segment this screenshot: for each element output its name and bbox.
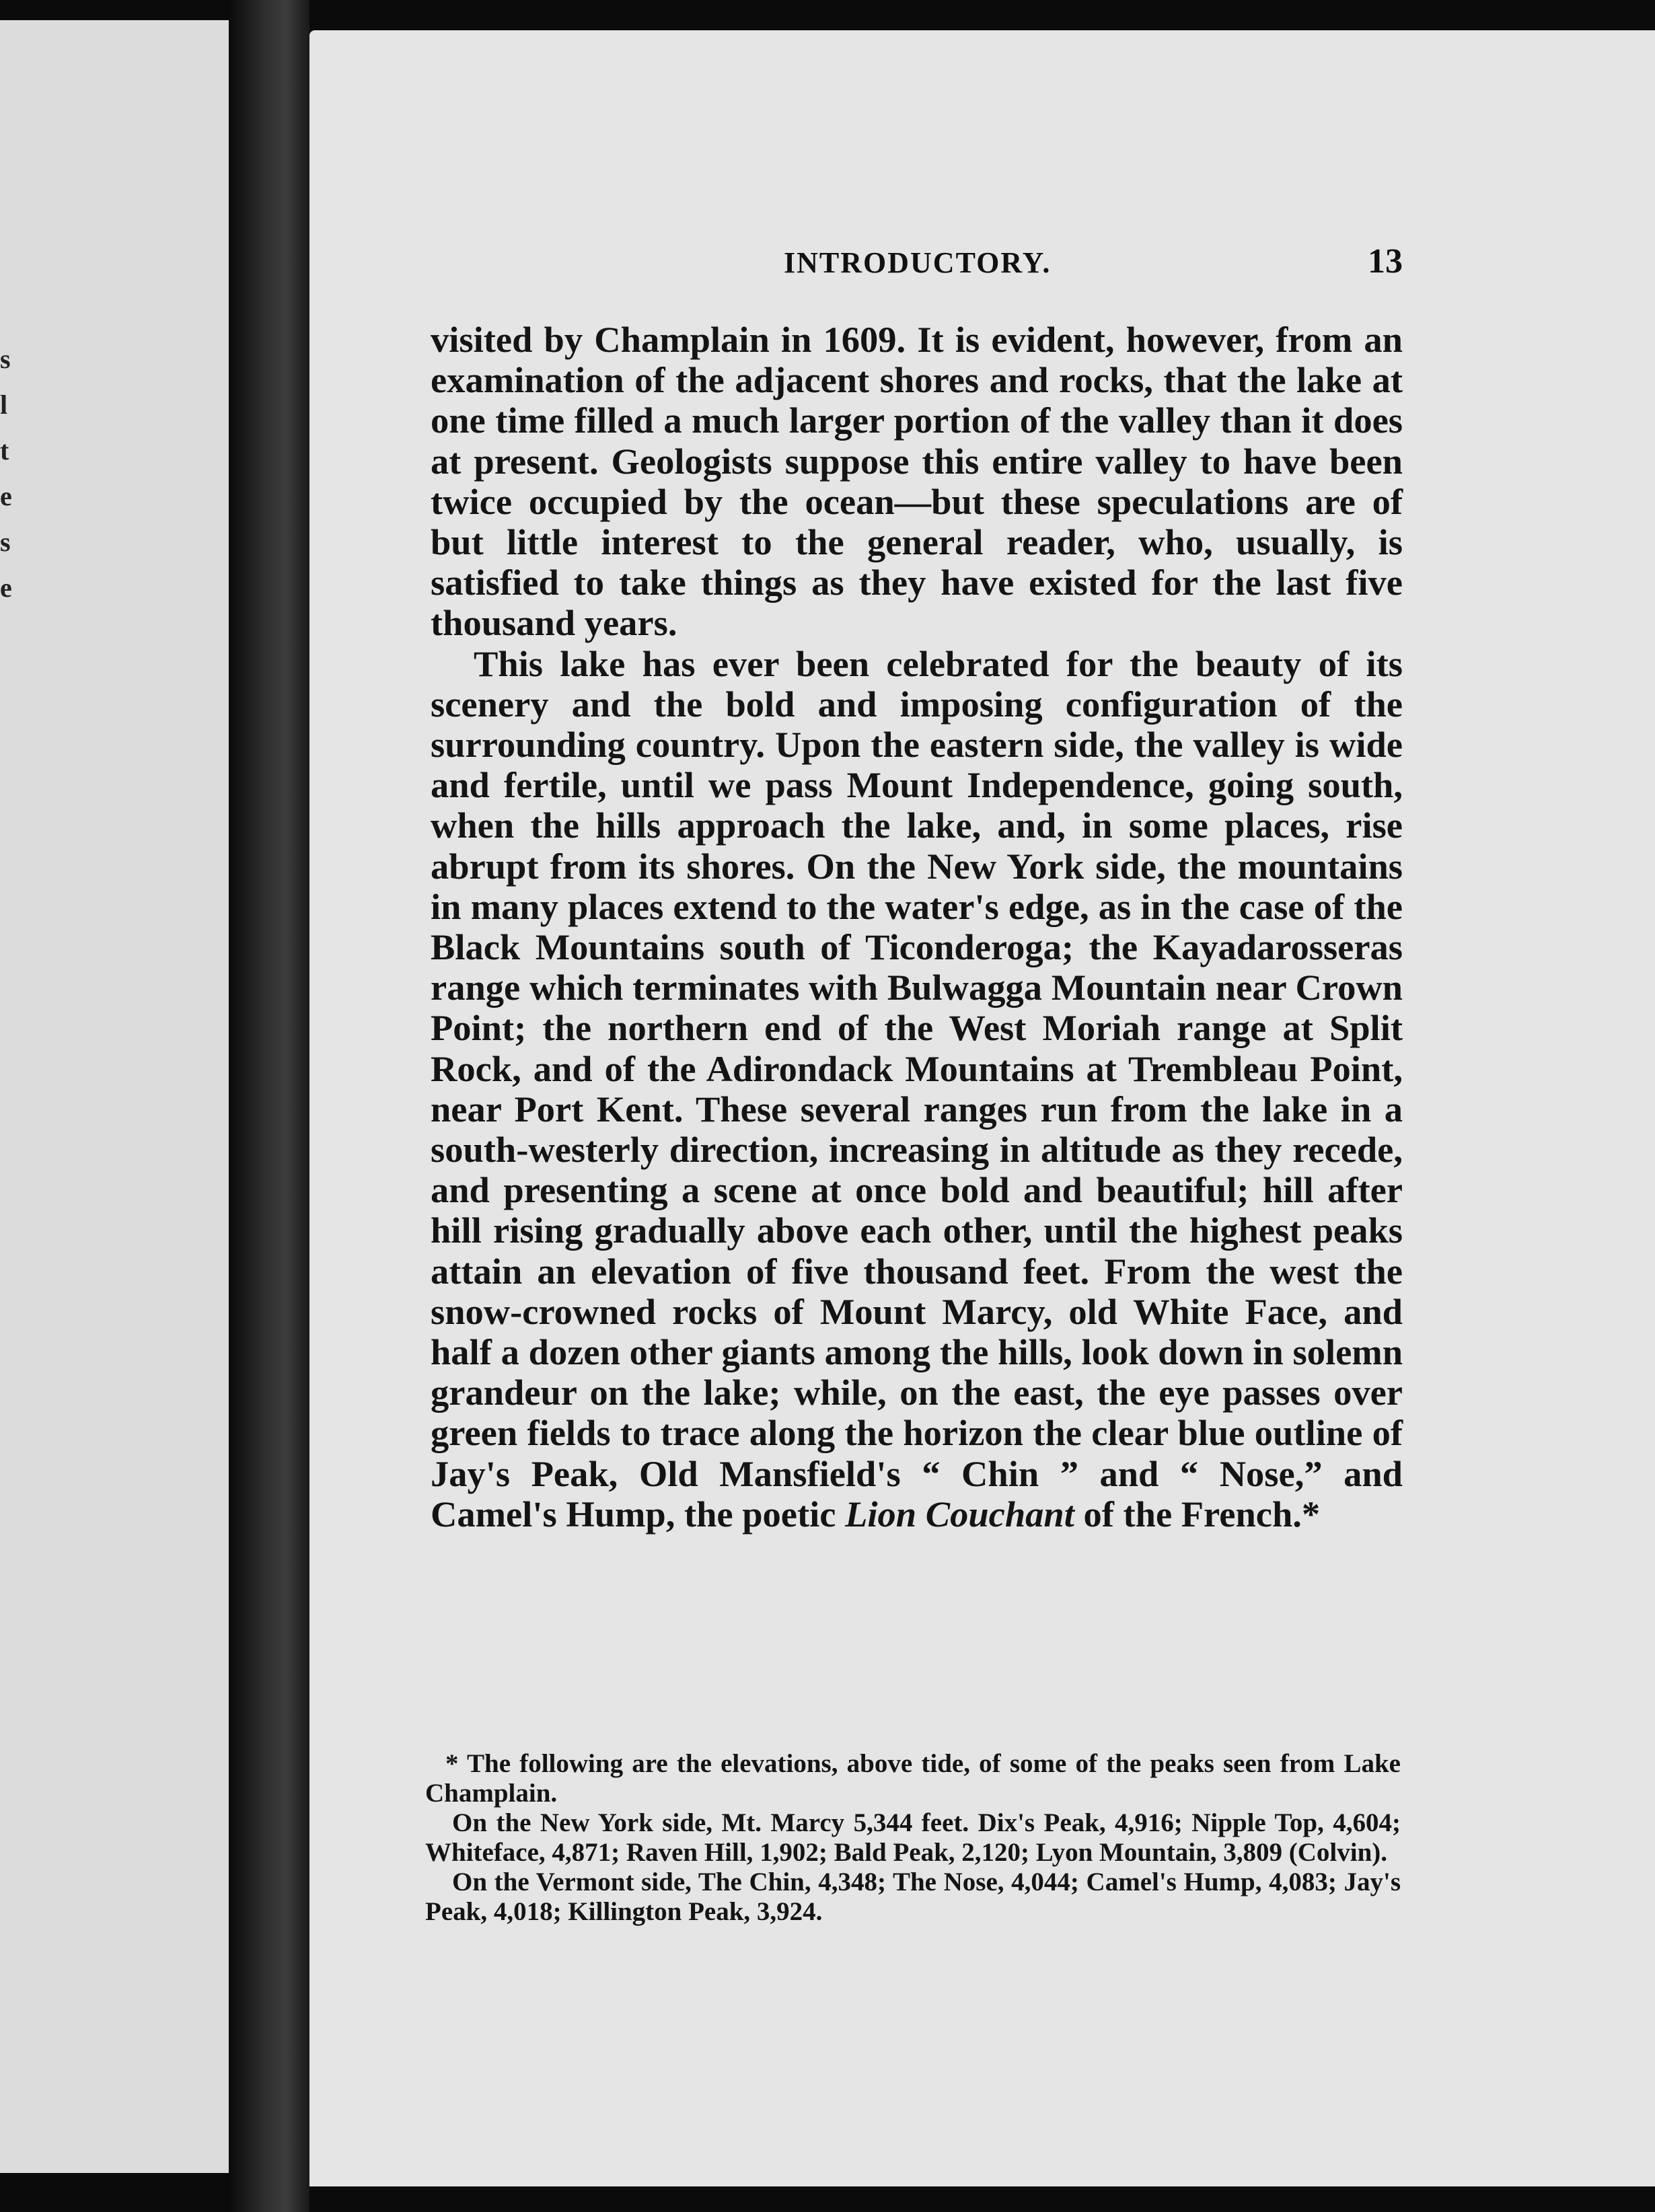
edge-char: e bbox=[0, 481, 12, 511]
paragraph-2-end: of the French.* bbox=[1083, 1493, 1321, 1535]
italic-phrase: Lion Couchant bbox=[845, 1493, 1074, 1535]
edge-char: t bbox=[0, 435, 9, 466]
footnote-3: On the Vermont side, The Chin, 4,348; The Nose, 4,044; Camel's Hump, 4,083; Jay's Peak, 4,018; Killington Peak, 3,924. bbox=[425, 1868, 1401, 1926]
book-gutter bbox=[229, 0, 309, 2212]
page-number: 13 bbox=[1368, 242, 1403, 281]
running-title: INTRODUCTORY. bbox=[784, 246, 1052, 279]
footnote-2: On the New York side, Mt. Marcy 5,344 feet. Dix's Peak, 4,916; Nipple Top, 4,604; Whiteface, 4,871; Raven Hill, 1,902; Bald Peak, 2,120; Lyon Mountain, 3,809 (Colvin). bbox=[425, 1808, 1401, 1867]
edge-char: l bbox=[0, 390, 8, 420]
facing-page-edge-text bbox=[0, 336, 20, 673]
running-header bbox=[784, 242, 1403, 293]
paragraph-2-text: This lake has ever been celebrated for the beauty of its scenery and the bold and imposing configuration of the surrounding country. Upon the eastern side, the valley is wide and fertile, until we pass Mount Independence, going south, when the hills approach the lake, and, in some places, rise abrupt from its shores. On the New York side, the mountains in many places extend to the water's edge, as in the case of the Black Mountains south of Ticonderoga; the Kayadarosseras range which terminates with Bulwagga Mountain near Crown Point; the northern end of the West Moriah range at Split Rock, and of the Adirondack Mountains at Trembleau Point, near Port Kent. These several ranges run from the lake in a south-westerly direction, increasing in altitude as they recede, and presenting a scene at once bold and beautiful; hill after hill rising gradually above each other, until the highest peaks attain an elevation of five thousand feet. From the west the snow-crowned rocks of Mount Marcy, old White Face, and half a dozen other giants among the hills, look down in solemn grandeur on the lake; while, on the east, the eye passes over green fields to trace along the horizon the clear blue outline of Jay's Peak, Old Mansfield's “ Chin ” and “ Nose,” and Camel's Hump, the poetic bbox=[431, 642, 1403, 1535]
footnote-1: * The following are the elevations, above tide, of some of the peaks seen from Lake Champlain. bbox=[425, 1749, 1401, 1808]
paragraph-2 bbox=[431, 644, 1403, 1535]
footnotes bbox=[425, 1749, 1401, 1927]
edge-char: s bbox=[0, 344, 11, 374]
edge-char: e bbox=[0, 573, 12, 603]
edge-char: s bbox=[0, 527, 11, 557]
main-text bbox=[431, 320, 1403, 1535]
facing-page bbox=[0, 20, 235, 2173]
paragraph-1: visited by Champlain in 1609. It is evident, however, from an examination of the adjacent shores and rocks, that the lake at one time filled a much larger portion of the valley than it does at present. Geologists suppose this entire valley to have been twice occupied by the ocean—but these speculations are of but little interest to the general reader, who, usually, is satisfied to take things as they have existed for the last five thousand years. bbox=[431, 319, 1403, 644]
